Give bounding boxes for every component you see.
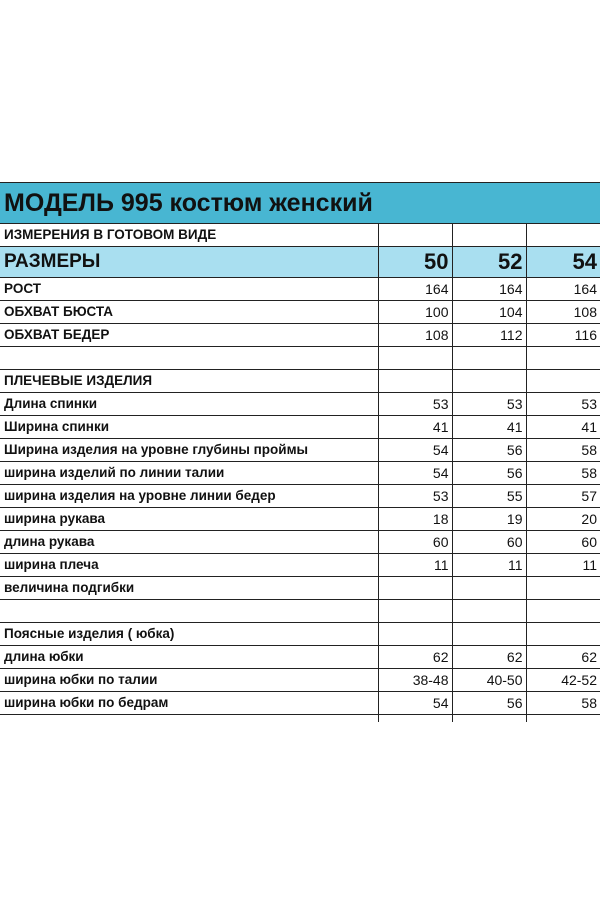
value-cell — [452, 622, 526, 645]
value-cell: 40-50 — [452, 668, 526, 691]
value-cell — [378, 369, 452, 392]
row-label: ширина юбки по бедрам — [0, 691, 378, 714]
value-cell — [526, 576, 600, 599]
table-row — [0, 461, 600, 484]
value-cell: 56 — [452, 461, 526, 484]
row-label: ширина рукава — [0, 507, 378, 530]
value-cell: 60 — [452, 530, 526, 553]
table-row — [0, 530, 600, 553]
value-cell: 41 — [378, 415, 452, 438]
size-chart — [0, 182, 600, 722]
value-cell: 164 — [452, 277, 526, 300]
value-cell: 41 — [526, 415, 600, 438]
size-cell: 52 — [452, 246, 526, 277]
sizes-row — [0, 246, 600, 277]
value-cell — [526, 346, 600, 369]
value-cell: 18 — [378, 507, 452, 530]
row-label: ОБХВАТ БЮСТА — [0, 300, 378, 323]
value-cell: 58 — [526, 438, 600, 461]
row-label: ПЛЕЧЕВЫЕ ИЗДЕЛИЯ — [0, 369, 378, 392]
row-label: ОБХВАТ БЕДЕР — [0, 323, 378, 346]
value-cell — [452, 346, 526, 369]
table-row — [0, 668, 600, 691]
value-cell: 11 — [526, 553, 600, 576]
row-label: Длина спинки — [0, 392, 378, 415]
size-cell: 54 — [526, 246, 600, 277]
table-row — [0, 599, 600, 622]
size-table — [0, 224, 600, 722]
value-cell: 20 — [526, 507, 600, 530]
row-label — [0, 346, 378, 369]
value-cell: 108 — [526, 300, 600, 323]
value-cell: 53 — [378, 392, 452, 415]
value-cell: 58 — [526, 691, 600, 714]
value-cell: 116 — [526, 323, 600, 346]
value-cell: 55 — [452, 484, 526, 507]
value-cell: 58 — [526, 461, 600, 484]
value-cell — [526, 622, 600, 645]
value-cell: 62 — [452, 645, 526, 668]
value-cell: 104 — [452, 300, 526, 323]
table-row — [0, 300, 600, 323]
value-cell: 108 — [378, 323, 452, 346]
row-label: Поясные изделия ( юбка) — [0, 622, 378, 645]
row-label: ширина плеча — [0, 553, 378, 576]
table-row — [0, 369, 600, 392]
measurements-header: ИЗМЕРЕНИЯ В ГОТОВОМ ВИДЕ — [0, 224, 378, 246]
value-cell — [452, 576, 526, 599]
size-cell: 50 — [378, 246, 452, 277]
value-cell: 57 — [526, 484, 600, 507]
value-cell — [526, 599, 600, 622]
value-cell — [452, 369, 526, 392]
row-label: Ширина изделия на уровне глубины проймы — [0, 438, 378, 461]
row-label: величина подгибки — [0, 576, 378, 599]
value-cell: 53 — [526, 392, 600, 415]
value-cell: 54 — [378, 461, 452, 484]
table-row — [0, 622, 600, 645]
value-cell: 11 — [378, 553, 452, 576]
value-cell: 53 — [452, 392, 526, 415]
value-cell — [378, 622, 452, 645]
table-row — [0, 576, 600, 599]
model-title: МОДЕЛЬ 995 костюм женский — [0, 182, 600, 224]
table-header-row — [0, 224, 600, 246]
value-cell: 54 — [378, 438, 452, 461]
value-cell: 100 — [378, 300, 452, 323]
table-row — [0, 392, 600, 415]
row-label: ширина изделий по линии талии — [0, 461, 378, 484]
value-cell: 53 — [378, 484, 452, 507]
value-cell: 164 — [526, 277, 600, 300]
table-row — [0, 438, 600, 461]
table-row — [0, 645, 600, 668]
value-cell: 54 — [378, 691, 452, 714]
row-label: длина юбки — [0, 645, 378, 668]
table-row — [0, 415, 600, 438]
value-cell: 164 — [378, 277, 452, 300]
table-row — [0, 691, 600, 714]
value-cell: 42-52 — [526, 668, 600, 691]
value-cell: 112 — [452, 323, 526, 346]
value-cell: 62 — [378, 645, 452, 668]
table-tail — [0, 714, 600, 722]
value-cell: 11 — [452, 553, 526, 576]
table-row — [0, 323, 600, 346]
sizes-label: РАЗМЕРЫ — [0, 246, 378, 277]
table-row — [0, 553, 600, 576]
value-cell — [526, 369, 600, 392]
row-label: Ширина спинки — [0, 415, 378, 438]
value-cell: 60 — [378, 530, 452, 553]
value-cell — [378, 599, 452, 622]
row-label: ширина изделия на уровне линии бедер — [0, 484, 378, 507]
table-row — [0, 346, 600, 369]
row-label: РОСТ — [0, 277, 378, 300]
table-row — [0, 277, 600, 300]
table-row — [0, 507, 600, 530]
value-cell: 62 — [526, 645, 600, 668]
value-cell — [378, 346, 452, 369]
value-cell: 56 — [452, 438, 526, 461]
row-label: длина рукава — [0, 530, 378, 553]
value-cell: 19 — [452, 507, 526, 530]
row-label: ширина юбки по талии — [0, 668, 378, 691]
value-cell: 60 — [526, 530, 600, 553]
row-label — [0, 599, 378, 622]
value-cell: 56 — [452, 691, 526, 714]
table-row — [0, 484, 600, 507]
value-cell — [378, 576, 452, 599]
value-cell: 38-48 — [378, 668, 452, 691]
value-cell — [452, 599, 526, 622]
value-cell: 41 — [452, 415, 526, 438]
